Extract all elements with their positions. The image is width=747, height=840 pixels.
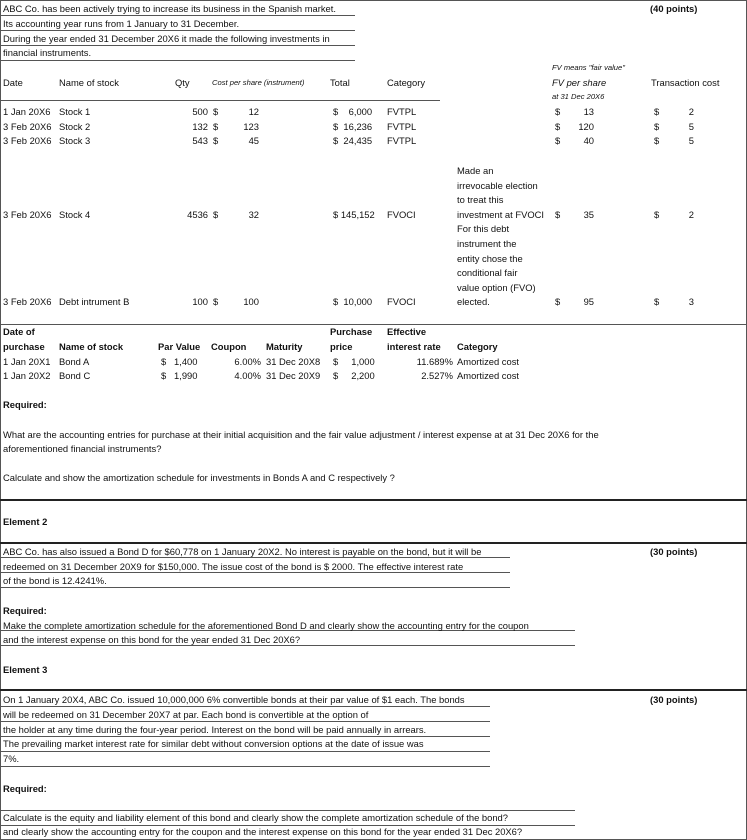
row-line — [0, 324, 747, 325]
cell-eir: 2.527% — [421, 370, 453, 381]
col-header-transaction-cost: Transaction cost — [651, 77, 720, 88]
bond-header-eir: Effective — [387, 326, 427, 337]
row-line — [0, 60, 355, 61]
body-line: of the bond is 12.4241%. — [3, 575, 107, 586]
cell-date: 3 Feb 20X6 — [3, 209, 52, 220]
body-line: will be redeemed on 31 December 20X7 at par. Each bond is convertible at the option of — [3, 709, 369, 720]
cell-date: 3 Feb 20X6 — [3, 135, 52, 146]
bond-header-date: purchase — [3, 341, 45, 352]
cell-tc-currency: $ — [654, 296, 660, 307]
row-line — [0, 736, 490, 737]
cell-tc: 3 — [688, 296, 694, 307]
intro-line: During the year ended 31 December 20X6 it made the following investments in — [3, 33, 330, 44]
cell-category: FVTPL — [387, 135, 417, 146]
cell-currency: $ — [213, 296, 219, 307]
row-line — [0, 721, 490, 722]
note-line: entity chose the — [457, 253, 523, 264]
body-line: the holder at any time during the four-year period. Interest on the bond will be paid annually in arrears. — [3, 724, 427, 735]
cell-price: $ 1,000 — [333, 356, 375, 367]
cell-cost: 45 — [248, 135, 259, 146]
cell-total: $ 6,000 — [333, 106, 373, 117]
note-line: to treat this — [457, 194, 504, 205]
question-line: Calculate is the equity and liability element of this bond and clearly show the complete amortization schedule of the bond? — [3, 812, 508, 823]
points-badge: (30 points) — [650, 546, 698, 557]
col-header-qty: Qty — [175, 77, 190, 88]
cell-tc-currency: $ — [654, 135, 660, 146]
note-line: value option (FVO) — [457, 282, 536, 293]
cell-cost: 100 — [243, 296, 259, 307]
col-header-total: Total — [330, 77, 350, 88]
question-line: and clearly show the accounting entry for the coupon and the interest expense on this bond for the year ended 31 Dec 20X6? — [3, 826, 523, 837]
row-line — [0, 45, 355, 46]
intro-line: ABC Co. has been actively trying to increase its business in the Spanish market. — [3, 3, 336, 14]
col-header-name: Name of stock — [59, 77, 119, 88]
cell-coupon: 4.00% — [234, 370, 261, 381]
cell-qty: 100 — [192, 296, 208, 307]
points-badge: (30 points) — [650, 694, 698, 705]
note-line: elected. — [457, 296, 490, 307]
row-line — [0, 587, 510, 588]
cell-date: 3 Feb 20X6 — [3, 121, 52, 132]
note-line: Made an — [457, 165, 494, 176]
required-heading: Required: — [3, 605, 47, 616]
row-line — [0, 645, 575, 646]
bond-header-name: Name of stock — [59, 341, 124, 352]
note-line: conditional fair — [457, 267, 518, 278]
cell-eir: 11.689% — [416, 356, 453, 367]
cell-fv: 35 — [583, 209, 594, 220]
note-line: For this debt — [457, 223, 510, 234]
cell-price: $ 2,200 — [333, 370, 375, 381]
cell-category: FVOCI — [387, 296, 416, 307]
cell-category: FVTPL — [387, 121, 417, 132]
cell-cost: 12 — [248, 106, 259, 117]
cell-cost: 123 — [243, 121, 259, 132]
cell-qty: 132 — [192, 121, 208, 132]
bond-header-coupon: Coupon — [211, 341, 247, 352]
cell-fv-currency: $ — [555, 209, 561, 220]
cell-fv-currency: $ — [555, 121, 561, 132]
col-header-fv-date: at 31 Dec 20X6 — [552, 92, 605, 101]
row-line — [0, 30, 355, 31]
cell-cost: 32 — [248, 209, 259, 220]
cell-tc-currency: $ — [654, 106, 660, 117]
body-line: 7%. — [3, 753, 20, 764]
row-line — [0, 15, 355, 16]
col-header-date: Date — [3, 77, 23, 88]
border-top — [0, 0, 747, 1]
cell-date: 1 Jan 20X1 — [3, 356, 51, 367]
required-heading: Required: — [3, 399, 47, 410]
cell-total: $ 16,236 — [333, 121, 373, 132]
cell-fv-currency: $ — [555, 296, 561, 307]
col-header-cost: Cost per share (instrument) — [212, 78, 305, 87]
cell-name: Stock 2 — [59, 121, 91, 132]
row-line — [0, 766, 490, 767]
body-line: The prevailing market interest rate for similar debt without conversion options at the date of issue was — [3, 738, 424, 749]
row-line — [0, 557, 510, 558]
cell-fv: 120 — [578, 121, 594, 132]
note-line: irrevocable election — [457, 180, 538, 191]
cell-maturity: 31 Dec 20X9 — [266, 370, 321, 381]
cell-name: Debt intrument B — [59, 296, 130, 307]
cell-name: Stock 3 — [59, 135, 91, 146]
bond-header-eir: interest rate — [387, 341, 441, 352]
cell-qty: 543 — [192, 135, 208, 146]
question-line: Calculate and show the amortization schedule for investments in Bonds A and C respectively ? — [3, 472, 395, 483]
cell-fv-currency: $ — [555, 106, 561, 117]
note-line: instrument the — [457, 238, 517, 249]
cell-currency: $ — [213, 209, 219, 220]
section-divider — [0, 499, 747, 501]
cell-name: Bond C — [59, 370, 91, 381]
section-divider — [0, 542, 747, 544]
cell-category: FVTPL — [387, 106, 417, 117]
cell-fv-currency: $ — [555, 135, 561, 146]
cell-category: Amortized cost — [457, 370, 519, 381]
row-line — [0, 706, 490, 707]
bond-header-category: Category — [457, 341, 498, 352]
cell-tc: 2 — [688, 106, 694, 117]
bond-header-maturity: Maturity — [266, 341, 303, 352]
bond-header-date: Date of — [3, 326, 35, 337]
row-line — [0, 572, 510, 573]
question-line: Make the complete amortization schedule for the aforementioned Bond D and clearly show the accounting entry for the coupon — [3, 620, 529, 631]
border-left — [0, 0, 1, 840]
cell-qty: 4536 — [187, 209, 208, 220]
fv-note: FV means "fair value" — [552, 63, 625, 72]
body-line: ABC Co. has also issued a Bond D for $60,778 on 1 January 20X2. No interest is payable on the bond, but it will be — [3, 546, 482, 557]
intro-line: financial instruments. — [3, 47, 92, 58]
intro-line: Its accounting year runs from 1 January to 31 December. — [3, 18, 240, 29]
cell-tc: 5 — [688, 135, 694, 146]
body-line: On 1 January 20X4, ABC Co. issued 10,000,000 6% convertible bonds at their par value of $1 each. The bonds — [3, 694, 465, 705]
cell-name: Stock 4 — [59, 209, 91, 220]
cell-par: $ 1,400 — [161, 356, 198, 367]
cell-date: 1 Jan 20X6 — [3, 106, 51, 117]
cell-fv: 40 — [583, 135, 594, 146]
cell-tc-currency: $ — [654, 121, 660, 132]
cell-name: Stock 1 — [59, 106, 91, 117]
points-badge: (40 points) — [650, 3, 698, 14]
bond-header-price: Purchase — [330, 326, 373, 337]
cell-tc: 5 — [688, 121, 694, 132]
question-line: What are the accounting entries for purchase at their initial acquisition and the fair value adjustment / interest expense at at 31 Dec 20X6 for the — [3, 429, 599, 440]
cell-date: 1 Jan 20X2 — [3, 370, 51, 381]
cell-category: FVOCI — [387, 209, 416, 220]
bond-header-price: price — [330, 341, 353, 352]
required-heading: Required: — [3, 783, 47, 794]
cell-date: 3 Feb 20X6 — [3, 296, 52, 307]
cell-currency: $ — [213, 121, 219, 132]
cell-total: $ 10,000 — [333, 296, 373, 307]
col-header-fv: FV per share — [552, 77, 607, 88]
note-line: investment at FVOCI — [457, 209, 545, 220]
col-header-category: Category — [387, 77, 426, 88]
cell-coupon: 6.00% — [234, 356, 261, 367]
bond-header-par: Par Value — [158, 341, 201, 352]
question-line: and the interest expense on this bond for the year ended 31 Dec 20X6? — [3, 634, 301, 645]
cell-name: Bond A — [59, 356, 90, 367]
cell-currency: $ — [213, 106, 219, 117]
section-divider — [0, 689, 747, 691]
cell-qty: 500 — [192, 106, 208, 117]
element-3-title: Element 3 — [3, 664, 48, 675]
cell-tc: 2 — [688, 209, 694, 220]
row-line — [0, 810, 575, 811]
row-line — [0, 100, 440, 101]
cell-maturity: 31 Dec 20X8 — [266, 356, 321, 367]
cell-par: $ 1,990 — [161, 370, 198, 381]
cell-total: $ 145,152 — [333, 209, 375, 220]
cell-total: $ 24,435 — [333, 135, 373, 146]
cell-fv: 13 — [583, 106, 594, 117]
row-line — [0, 751, 490, 752]
cell-category: Amortized cost — [457, 356, 519, 367]
question-line: aforementioned financial instruments? — [3, 443, 162, 454]
body-line: redeemed on 31 December 20X9 for $150,000. The issue cost of the bond is $ 2000. The effective interest rate — [3, 561, 464, 572]
cell-currency: $ — [213, 135, 219, 146]
element-2-title: Element 2 — [3, 516, 48, 527]
cell-tc-currency: $ — [654, 209, 660, 220]
cell-fv: 95 — [583, 296, 594, 307]
